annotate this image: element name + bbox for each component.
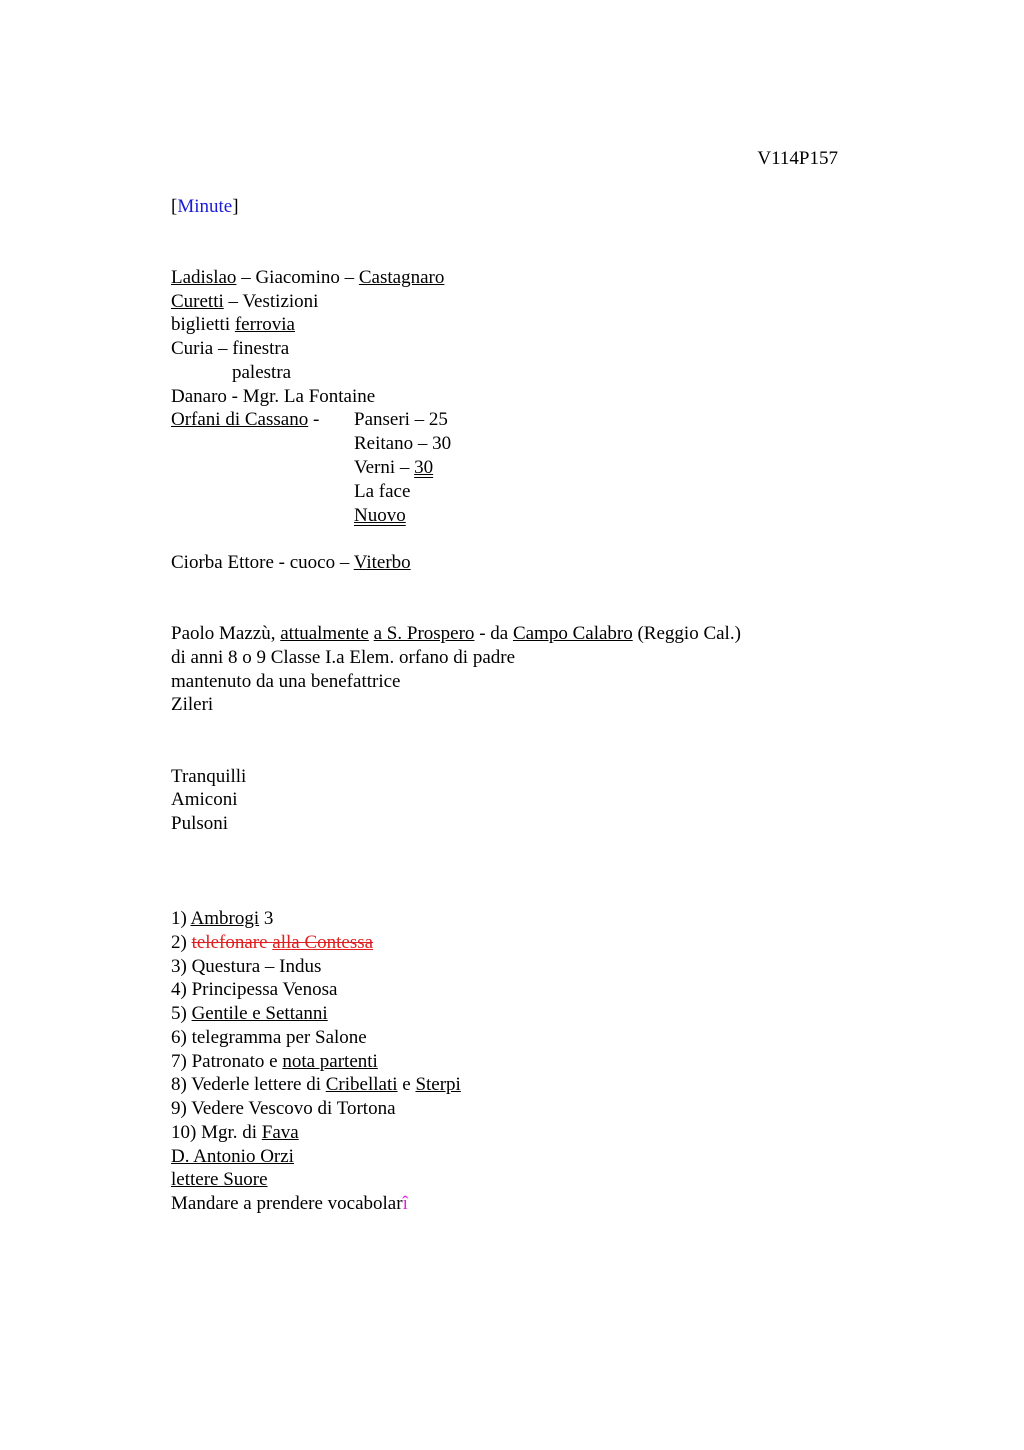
text-line: Zileri — [171, 694, 214, 715]
amount-double-underlined: 30 — [414, 457, 434, 478]
name-fava: Fava — [261, 1122, 299, 1143]
text-fragment: 3 — [259, 908, 274, 929]
list-item: 3) Questura – Indus — [171, 956, 322, 977]
text-line: Amiconi — [171, 789, 238, 810]
nota-partenti: nota partenti — [282, 1051, 378, 1072]
text-line — [171, 551, 411, 574]
list-item — [171, 1073, 461, 1096]
place-campo-calabro: Campo Calabro — [512, 623, 633, 644]
name-cribellati: Cribellati — [325, 1074, 398, 1095]
text-line: palestra — [232, 362, 292, 383]
list-item: 4) Principessa Venosa — [171, 979, 338, 1000]
names-gentile-settanni: Gentile e Settanni — [191, 1003, 328, 1024]
text-fragment: Verni – — [354, 457, 415, 478]
text-fragment: - — [308, 409, 320, 430]
list-item: 6) telegramma per Salone — [171, 1027, 367, 1048]
text-fragment: – Vestizioni — [223, 291, 319, 312]
text-fragment: Ciorba Ettore - cuoco – — [171, 552, 354, 573]
name-castagnaro: Castagnaro — [358, 267, 445, 288]
text-line: Pulsoni — [171, 813, 229, 834]
list-item — [171, 1192, 408, 1215]
text-fragment: biglietti — [171, 314, 235, 335]
name-ambrogi: Ambrogi — [190, 908, 260, 929]
text-fragment: 8) Vederle lettere di — [171, 1074, 326, 1095]
bracket-open: [ — [171, 196, 178, 217]
text-line — [171, 266, 444, 289]
name-ladislao: Ladislao — [171, 267, 237, 288]
text-fragment: – Giacomino – — [236, 267, 359, 288]
list-item — [171, 1121, 299, 1144]
list-item: D. Antonio Orzi — [171, 1146, 294, 1167]
list-number: 2) — [171, 932, 192, 953]
word-ferrovia: ferrovia — [234, 314, 295, 335]
text-fragment: 10) Mgr. di — [171, 1122, 262, 1143]
list-item — [171, 1002, 328, 1025]
text-line — [171, 290, 318, 313]
text-line: Danaro - Mgr. La Fontaine — [171, 386, 376, 407]
text-line — [171, 408, 319, 431]
text-fragment: Mandare a prendere vocabolar — [171, 1193, 403, 1214]
text-fragment: Paolo Mazzù, — [171, 623, 281, 644]
text-line: di anni 8 o 9 Classe I.a Elem. orfano di padre — [171, 647, 516, 668]
text-fragment: (Reggio Cal.) — [632, 623, 741, 644]
section-header — [171, 195, 239, 218]
list-item: lettere Suore — [171, 1169, 268, 1190]
list-number: 5) — [171, 1003, 192, 1024]
text-line: mantenuto da una benefattrice — [171, 671, 401, 692]
orphan-item: Reitano – 30 — [354, 433, 452, 454]
name-sterpi: Sterpi — [415, 1074, 461, 1095]
name-curetti: Curetti — [171, 291, 224, 312]
document-id: V114P157 — [757, 148, 838, 169]
orfani-heading: Orfani di Cassano — [171, 409, 309, 430]
list-item: 9) Vedere Vescovo di Tortona — [171, 1098, 396, 1119]
list-item — [171, 1050, 378, 1073]
text-fragment: - da — [474, 623, 513, 644]
struck-text: telefonare — [191, 932, 273, 953]
text-fragment: e — [397, 1074, 416, 1095]
orphan-item: Nuovo — [354, 505, 406, 526]
orphan-item: Panseri – 25 — [354, 409, 448, 430]
orphan-item: La face — [354, 481, 411, 502]
orphan-item — [354, 456, 433, 479]
text-line — [171, 313, 295, 336]
text-line — [171, 622, 741, 645]
list-item — [171, 907, 273, 930]
section-title: Minute — [177, 196, 233, 217]
place-s-prospero: a S. Prospero — [373, 623, 475, 644]
word-attualmente: attualmente — [280, 623, 369, 644]
struck-text: alla Contessa — [272, 932, 374, 953]
text-fragment: 7) Patronato e — [171, 1051, 283, 1072]
place-viterbo: Viterbo — [353, 552, 411, 573]
list-item — [171, 931, 373, 954]
list-number: 1) — [171, 908, 191, 929]
text-line: Tranquilli — [171, 766, 247, 787]
bracket-close: ] — [232, 196, 239, 217]
text-line: Curia – finestra — [171, 338, 290, 359]
uncertain-char: î — [402, 1193, 408, 1214]
